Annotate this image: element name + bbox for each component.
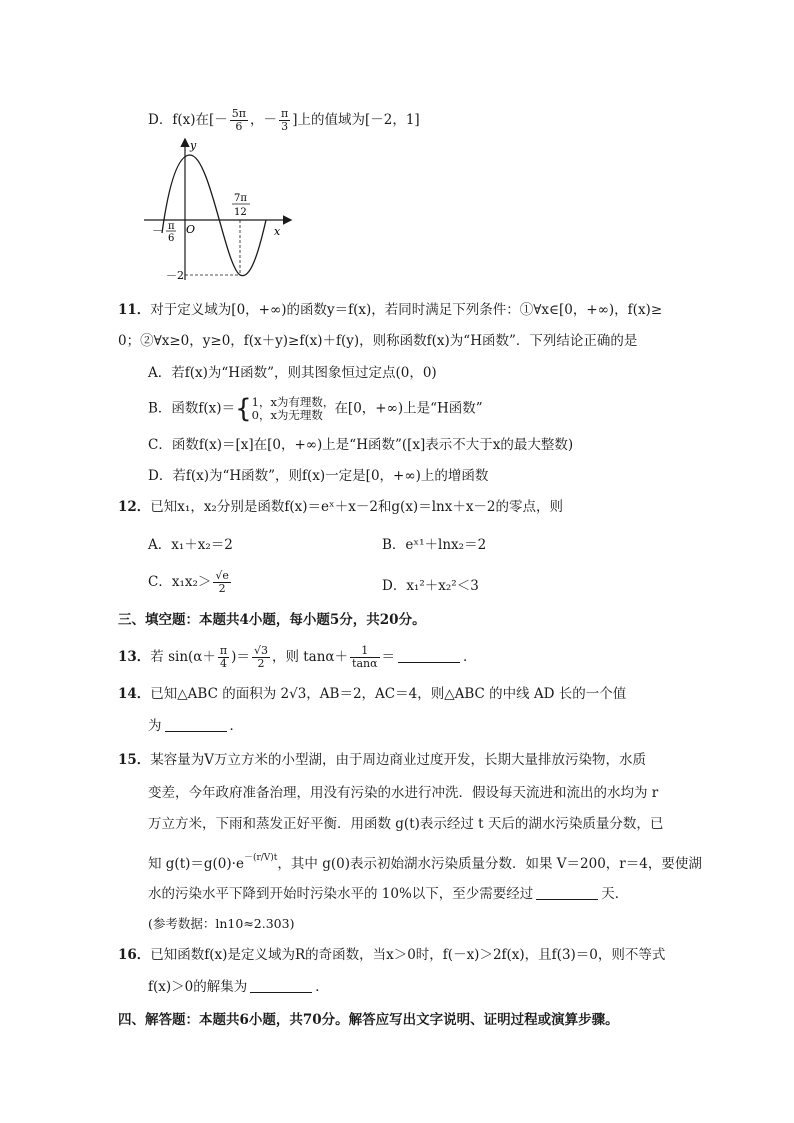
question-number: 13． <box>118 649 151 665</box>
section-3-header: 三、填空题：本题共4小题，每小题5分，共20分。 <box>118 612 426 628</box>
q12-optb: B．eˣ¹＋lnx₂＝2 <box>382 537 487 553</box>
question-number: 14． <box>118 686 151 702</box>
piecewise: 1，x为有理数， 0，x为无理数 <box>251 395 335 422</box>
fraction: $\frac{√3}{2}$ <box>253 644 268 670</box>
left-label-den: 6 <box>168 233 175 244</box>
q15-line3 <box>148 814 663 834</box>
left-brace: { <box>235 394 252 424</box>
q15-ref: (参考数据：ln10≈2.303) <box>148 916 295 931</box>
question-number: 12． <box>118 499 151 515</box>
q11-option-d <box>148 466 488 486</box>
question-number: 15． <box>118 752 151 768</box>
q14-line1 <box>118 684 626 704</box>
q16-line2-end: ． <box>315 979 329 995</box>
answer-blank[interactable] <box>250 978 312 993</box>
q10-optd-pre: D．f(x)在[－ <box>148 112 228 128</box>
q15-line4-pre: 知 g(t)＝g(0)·e <box>148 856 244 872</box>
q13-post: ＝ <box>381 649 396 665</box>
answer-blank[interactable] <box>398 648 460 663</box>
q12-option-d <box>382 576 479 596</box>
q11-text2: 0；②∀x≥0，y≥0，f(x＋y)≥f(x)＋f(y)，则称函数f(x)为“H函数”．下列结论正确的是 <box>118 333 638 349</box>
q11-opta: A．若f(x)为“H函数”，则其图象恒过定点(0，0) <box>148 365 437 381</box>
q11-optb-post: 在[0，+∞)上是“H函数” <box>334 400 483 417</box>
fraction: $\frac{1}{\tan\alpha}$ <box>352 644 378 670</box>
origin-label: O <box>186 223 196 236</box>
fraction: $\frac{5\pi}{6}$ <box>231 107 246 133</box>
q16-line2-pre: f(x)＞0的解集为 <box>148 979 248 995</box>
q11-line2 <box>118 331 637 351</box>
peak-label-den: 12 <box>234 207 247 218</box>
sine-curve <box>162 155 266 276</box>
q16-line2 <box>148 977 329 997</box>
q11-optd: D．若f(x)为“H函数”，则f(x)一定是[0，+∞)上的增函数 <box>148 468 489 484</box>
q13-end: ． <box>463 649 477 665</box>
answer-blank[interactable] <box>536 885 598 900</box>
fraction: $\frac{\pi}{3}$ <box>280 107 289 133</box>
fraction: $\frac{√e}{2}$ <box>215 569 229 595</box>
left-label-minus: － <box>152 224 163 237</box>
section-4-header: 四、解答题：本题共6小题，共70分。解答应写出文字说明、证明过程或演算步骤。 <box>118 1012 619 1028</box>
q15-line2 <box>148 783 658 803</box>
q15-line4 <box>148 848 702 874</box>
q10-optd-post: ]上的值域为[－2，1] <box>292 112 420 128</box>
q12-stem <box>118 497 563 517</box>
question-number: 16． <box>118 947 151 963</box>
q14-text1: 已知△ABC 的面积为 2√3，AB＝2，AC＝4，则△ABC 的中线 AD 长的一个值 <box>150 686 627 702</box>
min-label: －2 <box>166 269 184 282</box>
q15-line4-post: ，其中 g(0)表示初始湖水污染质量分数．如果 V＝200，r＝4，要使湖 <box>277 856 702 872</box>
q15-line5-pre: 水的污染水平下降到开始时污染水平的 10%以下，至少需要经过 <box>148 886 534 902</box>
q12-optc-pre: C．x₁x₂＞ <box>148 574 212 590</box>
q13 <box>118 645 477 670</box>
q11-text1: 对于定义域为[0，+∞)的函数y＝f(x)，若同时满足下列条件：①∀x∈[0，+∞)，f(x)≥ <box>150 302 663 318</box>
q13-pre: 若 sin(α＋ <box>150 649 216 665</box>
answer-blank[interactable] <box>165 717 227 732</box>
q13-mid: )＝ <box>231 649 250 665</box>
x-label: x <box>274 225 281 238</box>
question-number: 11． <box>118 302 151 318</box>
peak-label-num: 7π <box>234 193 247 204</box>
q12-opta: A．x₁＋x₂＝2 <box>148 537 233 553</box>
q11-option-b <box>148 396 483 422</box>
q12-text: 已知x₁，x₂分别是函数f(x)＝eˣ＋x－2和g(x)＝lnx＋x－2的零点，则 <box>150 499 564 515</box>
q14-text2-pre: 为 <box>148 718 162 734</box>
q11-option-a <box>148 363 437 383</box>
q16-line1 <box>118 945 665 965</box>
sine-graph <box>140 135 300 285</box>
q11-optb-pre: B．函数f(x)＝ <box>148 400 236 417</box>
q15-line2-text: 变差，今年政府准备治理，用没有污染的水进行冲洗．假设每天流进和流出的水均为 r <box>148 785 659 801</box>
q16-line1-text: 已知函数f(x)是定义域为R的奇函数，当x＞0时，f(－x)＞2f(x)，且f(3)＝0，则不等式 <box>150 947 666 963</box>
q12-option-a <box>148 535 233 555</box>
q14-text2-end: ． <box>229 718 243 734</box>
q15-line1 <box>118 750 646 770</box>
q11-option-c <box>148 435 573 455</box>
q15-line1-text: 某容量为V万立方米的小型湖，由于周边商业过度开发，长期大量排放污染物，水质 <box>150 752 647 768</box>
q13-mid2: ，则 tanα＋ <box>271 649 349 665</box>
q11-line1 <box>118 300 662 320</box>
q15-reference <box>148 914 294 934</box>
q12-option-c <box>148 570 233 595</box>
q12-optd: D．x₁²＋x₂²＜3 <box>382 578 479 594</box>
q10-option-d <box>148 108 420 133</box>
fraction: $\frac{\pi}{4}$ <box>219 644 228 670</box>
q15-line3-text: 万立方米，下雨和蒸发正好平衡．用函数 g(t)表示经过 t 天后的湖水污染质量分数，已 <box>148 816 664 832</box>
q10-optd-mid: ，－ <box>249 112 277 128</box>
exponent: －(r/V)t <box>243 853 278 863</box>
y-label: y <box>190 139 197 152</box>
q15-line5-post: 天． <box>601 886 629 902</box>
q12-option-b <box>382 535 486 555</box>
q15-line5 <box>148 884 628 904</box>
left-label-num: π <box>168 221 175 232</box>
q14-line2 <box>148 716 243 736</box>
q11-optc: C．函数f(x)＝[x]在[0，+∞)上是“H函数”([x]表示不大于x的最大整数) <box>148 437 574 453</box>
